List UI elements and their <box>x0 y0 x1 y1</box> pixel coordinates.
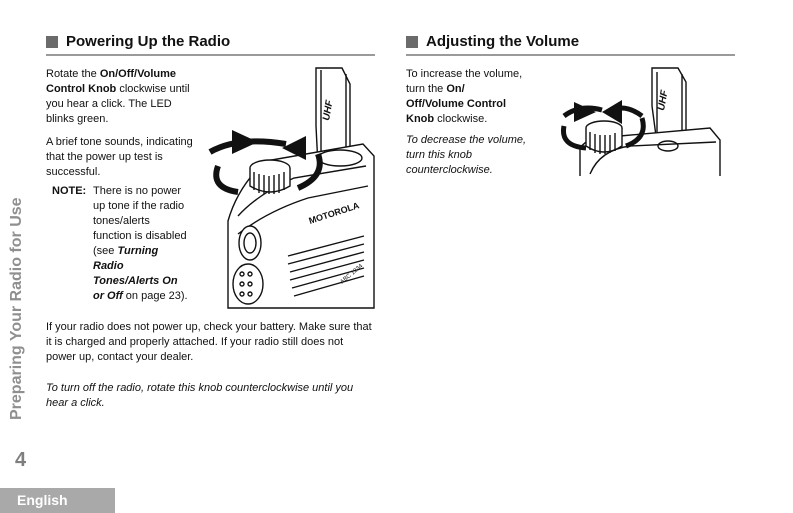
power-up-paragraph: Rotate the On/Off/Volume Control Knob clockwise until you hear a click. The LED blinks green. <box>46 68 190 125</box>
left-section-heading <box>46 33 230 50</box>
tone-paragraph: A brief tone sounds, indicating that the power up test is successful. <box>46 136 193 178</box>
language-tab <box>0 488 115 513</box>
radio-volume-knob-illustration <box>560 66 725 178</box>
note-label: NOTE: <box>52 185 87 197</box>
right-section-rule <box>406 54 735 56</box>
increase-volume-paragraph: To increase the volume, turn the On/ Off/Volume Control Knob clockwise. <box>406 68 523 125</box>
model-label: ABC 1234 <box>339 263 365 286</box>
right-section-heading <box>406 33 579 50</box>
antenna-label: UHF <box>321 99 336 122</box>
radio-power-knob-illustration <box>198 66 378 309</box>
language-tab-label: English <box>17 492 68 508</box>
troubleshoot-paragraph: If your radio does not power up, check your battery. Make sure that it is charged and properly attached. If your radio still does not power up, contact your dealer. <box>46 321 372 363</box>
note-text: There is no power up tone if the radio tones/alerts function is disabled (see Turning Radio Tones/Alerts On or Off on page 23). <box>93 185 188 302</box>
decrease-volume-paragraph: To decrease the volume, turn this knob counterclockwise. <box>406 134 527 176</box>
heading-bullet-icon <box>46 36 58 48</box>
brand-label: MOTOROLA <box>307 200 361 226</box>
right-section-title: Adjusting the Volume <box>426 33 580 50</box>
power-off-paragraph: To turn off the radio, rotate this knob counterclockwise until you hear a click. <box>46 382 354 409</box>
section-side-label: Preparing Your Radio for Use <box>8 197 25 420</box>
note-block <box>52 184 192 304</box>
antenna-label: UHF <box>656 89 671 112</box>
page-number: 4 <box>15 449 27 471</box>
left-section-title: Powering Up the Radio <box>66 33 231 50</box>
heading-bullet-icon <box>406 36 418 48</box>
left-section-rule <box>46 54 375 56</box>
